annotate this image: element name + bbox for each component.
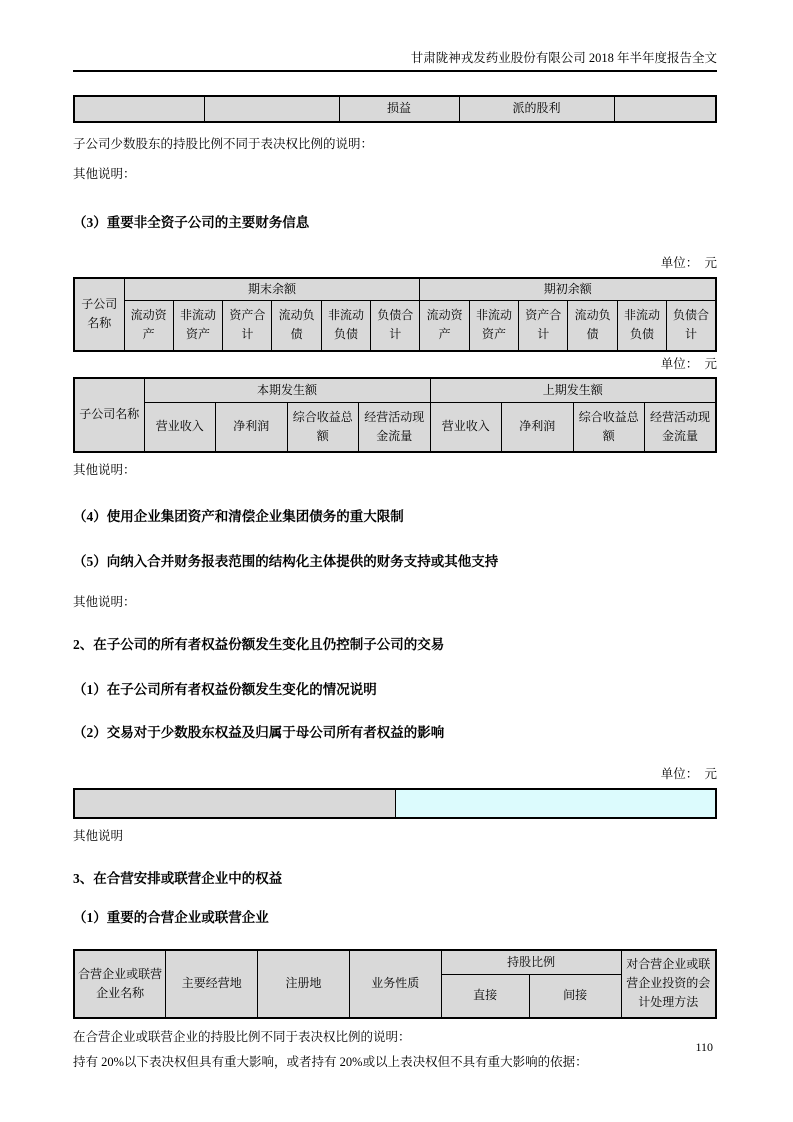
income-sub-header: 净利润 xyxy=(216,403,288,452)
income-sub-header: 经营活动现金流量 xyxy=(359,403,431,452)
subsidiary-income-table xyxy=(73,377,717,453)
balance-sub-header: 非流动负债 xyxy=(617,301,666,351)
joint-venture-table xyxy=(73,949,717,1019)
balance-sub-header: 负债合计 xyxy=(371,301,420,351)
carryover-cell-empty-2 xyxy=(204,96,339,122)
unit-label-1: 单位： 元 xyxy=(660,256,717,270)
balance-sub-header: 流动负债 xyxy=(568,301,617,351)
other-note-4: 其他说明 xyxy=(73,828,124,843)
balance-sub-header: 负债合计 xyxy=(667,301,716,351)
section-2-heading: 2、在子公司的所有者权益份额发生变化且仍控制子公司的交易 xyxy=(73,636,445,652)
income-sub-header: 综合收益总额 xyxy=(287,403,359,452)
balance-sub-header: 流动资产 xyxy=(124,301,173,351)
other-note-2: 其他说明： xyxy=(73,462,136,477)
carryover-cell-dividends: 派的股利 xyxy=(459,96,614,122)
equity-impact-table xyxy=(73,788,717,819)
voting-basis-note: 持有 20%以下表决权但具有重大影响，或者持有 20%或以上表决权但不具有重大影响的依据： xyxy=(73,1054,588,1069)
jv-place-header: 主要经营地 xyxy=(166,950,258,1018)
section-3-heading: （3）重要非全资子公司的主要财务信息 xyxy=(73,215,310,230)
section-2-1-heading: （1）在子公司所有者权益份额发生变化的情况说明 xyxy=(73,681,377,697)
balance-sub-header: 资产合计 xyxy=(519,301,568,351)
equity-impact-value-cell xyxy=(395,789,716,818)
section-3-1-heading: （1）重要的合营企业或联营企业 xyxy=(73,909,269,925)
balance-sub-header: 资产合计 xyxy=(223,301,272,351)
income-group-prior: 上期发生额 xyxy=(430,378,716,403)
minority-ratio-note: 子公司少数股东的持股比例不同于表决权比例的说明： xyxy=(73,137,374,151)
jv-method-header: 对合营企业或联营企业投资的会计处理方法 xyxy=(621,950,716,1018)
section-2-2-heading: （2）交易对于少数股东权益及归属于母公司所有者权益的影响 xyxy=(73,724,445,740)
balance-sub-header: 非流动负债 xyxy=(321,301,370,351)
other-note-3: 其他说明： xyxy=(73,594,136,609)
income-sub-header: 营业收入 xyxy=(144,403,216,452)
header-title: 甘肃陇神戎发药业股份有限公司 2018 年半年度报告全文 xyxy=(410,51,717,65)
balance-sub-header: 流动资产 xyxy=(420,301,469,351)
jv-registered-header: 注册地 xyxy=(258,950,350,1018)
income-sub-header: 综合收益总额 xyxy=(573,403,645,452)
balance-sub-header: 非流动资产 xyxy=(469,301,518,351)
subsidiary-balance-table xyxy=(73,277,717,352)
jv-ratio-header: 持股比例 xyxy=(441,950,621,975)
equity-impact-label-cell xyxy=(74,789,395,818)
other-note-1: 其他说明： xyxy=(73,167,136,181)
income-name-header: 子公司名称 xyxy=(74,378,144,452)
income-group-current: 本期发生额 xyxy=(144,378,430,403)
section-5-heading: （5）向纳入合并财务报表范围的结构化主体提供的财务支持或其他支持 xyxy=(73,553,499,569)
jv-name-header: 合营企业或联营企业名称 xyxy=(74,950,166,1018)
jv-business-header: 业务性质 xyxy=(349,950,441,1018)
carryover-cell-empty-3 xyxy=(614,96,716,122)
unit-label-3: 单位： 元 xyxy=(660,766,717,781)
carryover-cell-profit-loss: 损益 xyxy=(339,96,459,122)
section-3-num-heading: 3、在合营安排或联营企业中的权益 xyxy=(73,870,283,886)
income-sub-header: 经营活动现金流量 xyxy=(645,403,717,452)
jv-ratio-note: 在合营企业或联营企业的持股比例不同于表决权比例的说明： xyxy=(73,1029,411,1044)
page-number: 110 xyxy=(695,1040,713,1054)
balance-group-beginning: 期初余额 xyxy=(420,278,716,301)
unit-label-2: 单位： 元 xyxy=(660,356,717,371)
balance-group-ending: 期末余额 xyxy=(124,278,420,301)
page-header xyxy=(73,0,717,72)
jv-ratio-indirect-header: 间接 xyxy=(529,975,621,1018)
carryover-table xyxy=(73,95,717,123)
balance-sub-header: 非流动资产 xyxy=(173,301,222,351)
jv-ratio-direct-header: 直接 xyxy=(441,975,529,1018)
carryover-cell-empty-1 xyxy=(74,96,204,122)
balance-name-header: 子公司名称 xyxy=(74,278,124,351)
income-sub-header: 营业收入 xyxy=(430,403,502,452)
income-sub-header: 净利润 xyxy=(502,403,574,452)
section-4-heading: （4）使用企业集团资产和清偿企业集团债务的重大限制 xyxy=(73,508,404,524)
balance-sub-header: 流动负债 xyxy=(272,301,321,351)
